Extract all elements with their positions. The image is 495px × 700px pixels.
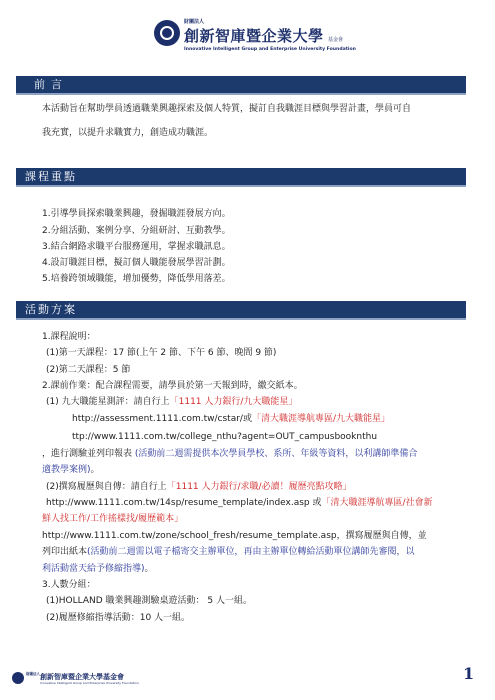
plan-line-3: (2)第二天課程：5 節 bbox=[46, 365, 131, 375]
foundation-seal-icon bbox=[154, 20, 180, 46]
plan-line-15 bbox=[42, 563, 154, 575]
school-fresh-url-link[interactable]: http://www.1111.com.tw/zone/school_fresh/resume_template.asp bbox=[42, 531, 337, 541]
page-number: 1 bbox=[463, 664, 475, 683]
plan-line-14-text: 列印出紙本 bbox=[42, 547, 88, 557]
section-bar-focus bbox=[16, 168, 466, 187]
plan-line-14-note: (活動前二週需以電子檔寄交主辦單位，再由主辦單位轉給活動單位講師先審閱，以 bbox=[87, 547, 415, 557]
plan-line-6-or: 或 bbox=[242, 414, 252, 424]
plan-line-15-note: 利活動當天給予修縮指導) bbox=[42, 564, 145, 574]
footer-seal-icon bbox=[12, 672, 24, 684]
footer-org-small: 財團法人 bbox=[26, 672, 40, 676]
focus-item-1: 1.引導學員探索職業興趣，發掘職涯發展方向。 bbox=[42, 209, 231, 219]
logo-org-english: Innovative Intelligent Group and Enterprise University Foundation bbox=[184, 47, 356, 52]
plan-line-6 bbox=[72, 413, 390, 425]
plan-line-11-link-label[interactable]: 「清大職涯導航專區/社會新 bbox=[321, 498, 433, 508]
logo-org-small: 財團法人 bbox=[184, 19, 205, 25]
plan-line-4: 2.課前作業：配合課程需要，請學員於第一天報到時，繳交紙本。 bbox=[42, 381, 303, 391]
plan-line-5-link-label[interactable]: 「1111 人力銀行/九大職能星」 bbox=[169, 397, 298, 407]
plan-line-8-note: (活動前二週需提供本次學員學校、系所、年級等資料，以利講師準備合 bbox=[134, 449, 418, 459]
focus-item-3: 3.結合網路求職平台服務運用，掌握求職訊息。 bbox=[42, 242, 231, 252]
plan-line-9-end: 。 bbox=[90, 465, 100, 475]
plan-line-15-end: 。 bbox=[144, 564, 154, 574]
plan-line-10-link-label[interactable]: 「1111 人力銀行/求職/必讀！履歷亮點攻略」 bbox=[166, 482, 352, 492]
logo-org-name: 創新智庫暨企業大學 bbox=[184, 27, 324, 45]
plan-line-6-link-label[interactable]: 「清大職涯導航專區/九大職能星」 bbox=[251, 414, 391, 424]
plan-line-11 bbox=[46, 497, 433, 509]
focus-item-4: 4.設訂職涯目標，擬訂個人職能發展學習計劃。 bbox=[42, 258, 231, 268]
plan-line-2: (1)第一天課程：17 節(上午 2 節、下午 6 節、晚間 9 節) bbox=[46, 348, 277, 358]
focus-item-5: 5.培養跨領域職能，增加優勢，降低學用落差。 bbox=[42, 274, 231, 284]
preface-line-2: 我充實，以提升求職實力，創造成功職涯。 bbox=[42, 128, 214, 138]
section-bar-preface bbox=[16, 76, 466, 95]
footer-org-name: 創新智庫暨企業大學基金會 bbox=[40, 672, 124, 681]
plan-line-13-text: ，撰寫履歷與自傳，並 bbox=[336, 531, 427, 541]
plan-line-12[interactable]: 鮮人找工作/工作搖樣找/履歷範本」 bbox=[42, 514, 184, 524]
college-url-link[interactable]: ttp://www.1111.com.tw/college_nthu?agent=OUT_campusbooknthu bbox=[72, 432, 378, 442]
plan-line-9-note: 適教學案例) bbox=[42, 465, 91, 475]
section-title-focus: 課程重點 bbox=[25, 170, 77, 183]
plan-line-10 bbox=[46, 481, 352, 493]
resume-template-url-link[interactable]: http://www.1111.com.tw/14sp/resume_template/index.asp bbox=[46, 498, 310, 508]
header-logo bbox=[154, 12, 356, 62]
preface-line-1: 本活動旨在幫助學員透過職業興趣探索及個人特質，擬訂自我職涯目標與學習計畫，學員可自 bbox=[42, 104, 412, 114]
plan-line-11-or: 或 bbox=[309, 498, 322, 508]
section-title-preface: 前言 bbox=[34, 78, 68, 91]
plan-line-9 bbox=[42, 464, 100, 476]
plan-line-17: (1)HOLLAND 職業興趣測驗桌遊活動： 5 人一組。 bbox=[46, 596, 252, 606]
plan-line-16: 3.人數分組： bbox=[42, 580, 96, 590]
section-bar-plan bbox=[16, 301, 466, 320]
plan-line-8-text: ，進行測驗並列印報表 bbox=[42, 449, 135, 459]
footer-org-english: Innovative Intelligent Group and Enterprise University Foundation bbox=[40, 681, 139, 685]
section-title-plan: 活動方案 bbox=[25, 303, 77, 316]
plan-line-5-text: (1) 九大職能星測評：請自行上 bbox=[46, 397, 170, 407]
assessment-url-link[interactable]: http://assessment.1111.com.tw/cstar/ bbox=[72, 414, 243, 424]
plan-line-14 bbox=[42, 546, 415, 558]
plan-line-8 bbox=[42, 448, 417, 460]
plan-line-1: 1.課程說明： bbox=[42, 332, 96, 342]
plan-line-5 bbox=[46, 396, 297, 408]
logo-org-suffix: 基金會 bbox=[328, 37, 344, 43]
plan-line-13 bbox=[42, 530, 427, 542]
plan-line-10-text: (2)撰寫履歷與自傳：請自行上 bbox=[46, 482, 167, 492]
focus-item-2: 2.分組活動、案例分享、分組研討、互動教學。 bbox=[42, 226, 231, 236]
plan-line-18: (2)履歷修縮指導活動：10 人一組。 bbox=[46, 613, 191, 623]
